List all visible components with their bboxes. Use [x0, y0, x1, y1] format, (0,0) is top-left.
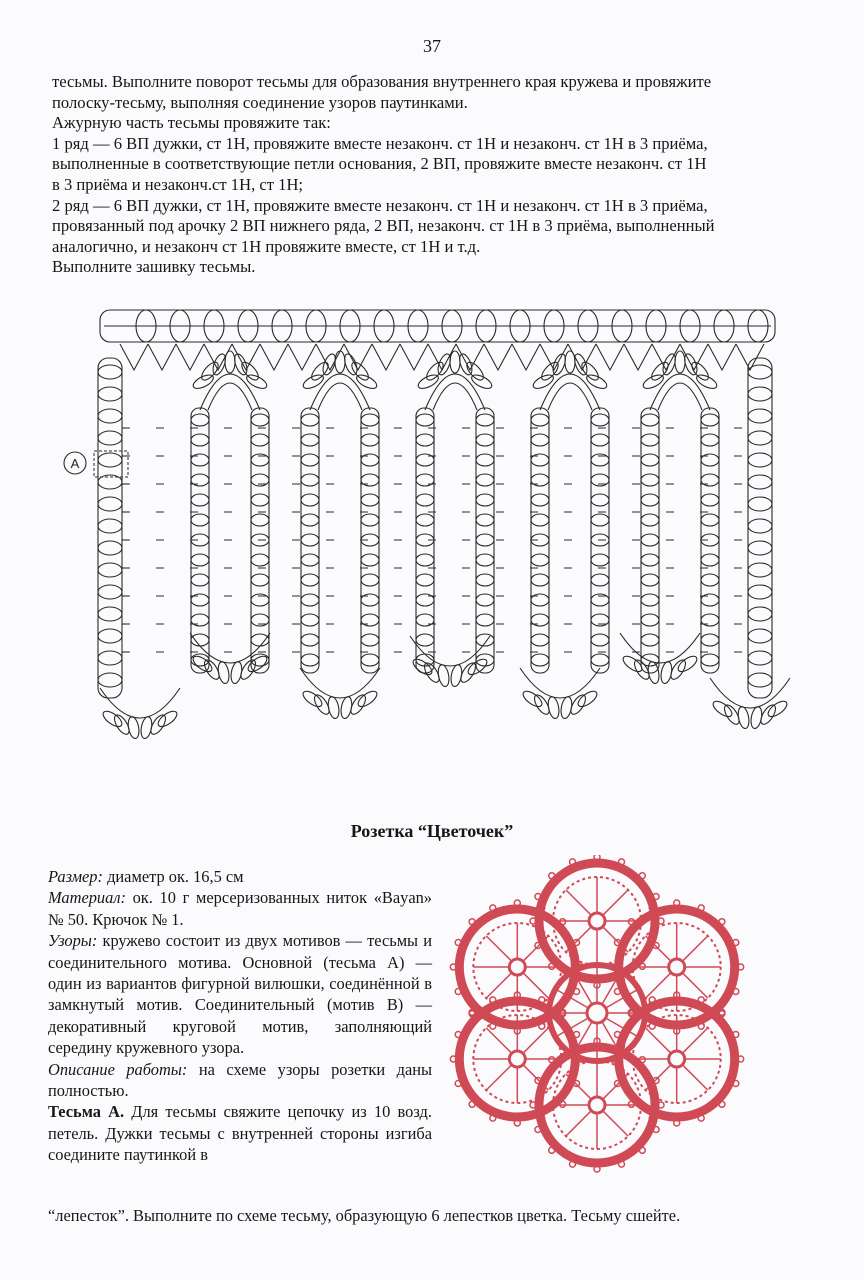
vertical-strip-loop — [701, 494, 719, 506]
arch-loop — [309, 360, 331, 383]
strip-arch — [540, 374, 600, 410]
vertical-strip-loop — [641, 554, 659, 566]
zigzag-connector — [176, 344, 204, 370]
side-strip-loop — [98, 453, 122, 467]
vertical-strip-loop — [531, 514, 549, 526]
petal-center — [589, 913, 605, 929]
arch-loop — [245, 372, 269, 391]
arch-loop — [675, 351, 685, 373]
section-title: Розетка “Цветочек” — [350, 821, 514, 841]
arch-loop — [335, 351, 345, 373]
intro-line: тесьмы. Выполните поворот тесьмы для образования внутреннего края кружева и провяжите — [52, 72, 712, 91]
petal-picot — [549, 1147, 555, 1153]
vertical-strip-loop — [476, 614, 494, 626]
zigzag-connector — [512, 344, 540, 370]
vertical-strip-loop — [641, 494, 659, 506]
material-paragraph — [48, 887, 432, 930]
vertical-strip-loop — [416, 494, 434, 506]
petal-spoke — [646, 973, 671, 998]
arch-loop — [355, 372, 379, 391]
side-strip-loop — [98, 387, 122, 401]
vertical-strip-loop — [476, 414, 494, 426]
vertical-strip-loop — [701, 514, 719, 526]
tape-label: Тесьма А. — [48, 1102, 125, 1122]
strip-arch-inner — [208, 383, 252, 410]
side-strip-loop — [98, 585, 122, 599]
petal-spoke — [682, 1028, 708, 1053]
intro-line: полоску-тесьму, выполняя соединение узоров паутинками. — [52, 92, 468, 112]
side-strip-loop — [98, 563, 122, 577]
bottom-scallop — [520, 668, 600, 698]
side-strip-loop — [98, 651, 122, 665]
vertical-strip-loop — [361, 554, 379, 566]
zigzag-connector — [148, 344, 176, 370]
vertical-strip-loop — [641, 454, 659, 466]
strip-arch — [650, 374, 710, 410]
petal-spoke — [523, 1028, 548, 1053]
strip-arch — [310, 374, 370, 410]
rosette-photo — [425, 855, 785, 1175]
side-strip-loop — [748, 453, 772, 467]
vertical-strip-loop — [701, 414, 719, 426]
zigzag-connector — [400, 344, 428, 370]
arch-loop — [301, 372, 325, 391]
tape-text: Для тесьмы свяжите цепочку из 10 возд. петель. Дужки тесьмы с внутренней стороны изгиба соедините паутинкой в — [48, 1102, 432, 1165]
vertical-strip-loop — [301, 434, 319, 446]
scallop-loop — [127, 716, 141, 739]
vertical-strip-loop — [251, 514, 269, 526]
vertical-strip-loop — [531, 554, 549, 566]
scallop-loop — [737, 706, 751, 729]
intro-line: выполненные в соответствующие петли основания, 2 ВП, провяжите вместе незаконч. ст 1Н — [52, 154, 707, 174]
arch-loop — [585, 372, 609, 391]
vertical-strip-loop — [301, 414, 319, 426]
vertical-strip-loop — [191, 434, 209, 446]
patterns-label: Узоры: — [48, 931, 98, 951]
petal-spoke — [682, 1065, 708, 1090]
vertical-strip — [301, 408, 319, 673]
vertical-strip-loop — [641, 594, 659, 606]
vertical-strip-loop — [301, 594, 319, 606]
bottom-scallop — [100, 688, 180, 718]
vertical-strip-loop — [191, 494, 209, 506]
side-strip-loop — [748, 673, 772, 687]
vertical-strip-loop — [416, 434, 434, 446]
rosette-description — [48, 866, 432, 1166]
vertical-strip-loop — [531, 414, 549, 426]
petal-spoke — [523, 973, 548, 998]
side-strip-loop — [748, 387, 772, 401]
arch-loop — [424, 360, 446, 383]
side-strip-loop — [748, 497, 772, 511]
petal-picot — [469, 919, 475, 925]
arch-loop — [641, 372, 665, 391]
arch-loop — [416, 372, 440, 391]
vertical-strip-loop — [591, 654, 609, 666]
size-label: Размер: — [48, 867, 103, 886]
petal-picot — [469, 1101, 475, 1107]
arch-loop — [450, 351, 460, 373]
intro-line: провязанный под арочку 2 ВП нижнего ряда, 2 ВП, незаконч. ст 1Н в 3 приёма, выполненный — [52, 216, 715, 236]
bottom-scallop — [410, 636, 490, 666]
side-strip-loop — [748, 607, 772, 621]
zigzag-connector — [624, 344, 652, 370]
petal-spoke — [646, 1028, 671, 1053]
petal-center — [509, 959, 525, 975]
strip-arch-inner — [433, 383, 477, 410]
vertical-strip-loop — [641, 514, 659, 526]
vertical-strip-loop — [416, 634, 434, 646]
vertical-strip-loop — [531, 634, 549, 646]
vertical-strip-loop — [701, 434, 719, 446]
arch-loop — [689, 360, 711, 383]
vertical-strip-loop — [476, 474, 494, 486]
arch-loop — [349, 360, 371, 383]
strip-arch — [200, 374, 260, 410]
zigzag-connector — [288, 344, 316, 370]
side-strip-loop — [748, 563, 772, 577]
vertical-strip-loop — [361, 414, 379, 426]
petal-spoke — [603, 890, 628, 915]
side-strip-loop — [98, 431, 122, 445]
petal-spoke — [486, 1028, 512, 1053]
scallop-loop — [217, 661, 231, 684]
material-label: Материал: — [48, 888, 126, 908]
zigzag-connector — [120, 344, 148, 370]
marker-dashed-box — [94, 451, 128, 477]
size-paragraph — [48, 866, 432, 887]
side-strip-loop — [748, 585, 772, 599]
vertical-strip-loop — [476, 554, 494, 566]
strip-arch — [425, 374, 485, 410]
arch-loop — [470, 372, 494, 391]
vertical-strip — [641, 408, 659, 673]
vertical-strip-loop — [361, 514, 379, 526]
arch-loop — [464, 360, 486, 383]
petal-spoke — [566, 1111, 591, 1136]
scallop-loop — [327, 696, 341, 719]
side-strip-loop — [98, 497, 122, 511]
vertical-strip-loop — [641, 634, 659, 646]
zigzag-connector — [344, 344, 372, 370]
side-strip-loop — [748, 629, 772, 643]
vertical-strip-loop — [251, 414, 269, 426]
vertical-strip-loop — [641, 414, 659, 426]
vertical-strip-loop — [591, 434, 609, 446]
size-text: диаметр ок. 16,5 см — [102, 867, 244, 886]
intro-line: Выполните зашивку тесьмы. — [52, 257, 256, 277]
vertical-strip — [476, 408, 494, 673]
intro-line: аналогично, и незаконч ст 1Н провяжите вместе, ст 1Н и т.д. — [52, 236, 481, 256]
vertical-strip-loop — [476, 534, 494, 546]
vertical-strip-loop — [591, 414, 609, 426]
petal-picot — [639, 1147, 645, 1153]
vertical-strip-loop — [301, 494, 319, 506]
side-strip-loop — [98, 365, 122, 379]
vertical-strip-loop — [641, 574, 659, 586]
vertical-strip-loop — [301, 654, 319, 666]
scallop-loop — [437, 664, 451, 687]
intro-line: Ажурную часть тесьмы провяжите так: — [52, 113, 331, 133]
vertical-strip-loop — [701, 654, 719, 666]
vertical-strip-loop — [191, 634, 209, 646]
side-strip-loop — [98, 629, 122, 643]
vertical-strip-loop — [416, 574, 434, 586]
vertical-strip-loop — [476, 434, 494, 446]
vertical-strip-loop — [251, 494, 269, 506]
petal-spoke — [566, 890, 591, 915]
vertical-strip-loop — [251, 434, 269, 446]
vertical-strip-loop — [591, 494, 609, 506]
bottom-scallop — [620, 633, 700, 663]
patterns-text: кружево состоит из двух мотивов — тесьмы и соединительного мотива. Основной (тесьма А) — один из вариантов фигурной вилюшки, соединённой в замкнутый мотив. Соединительный (мотив В) — декоративный круговой мотив, заполняющий середину кружевного узора. — [48, 931, 432, 1058]
petal-spoke — [603, 1111, 628, 1136]
vertical-strip-loop — [251, 554, 269, 566]
zigzag-connector — [596, 344, 624, 370]
intro-line: 1 ряд — 6 ВП дужки, ст 1Н, провяжите вместе незаконч. ст 1Н и незаконч. ст 1Н в 3 приёма, — [52, 133, 708, 153]
work-label: Описание работы: — [48, 1059, 188, 1079]
vertical-strip-loop — [476, 594, 494, 606]
arch-loop — [191, 372, 215, 391]
vertical-strip-loop — [701, 554, 719, 566]
side-strip-loop — [98, 607, 122, 621]
arch-loop — [649, 360, 671, 383]
vertical-strip-loop — [361, 434, 379, 446]
strip-arch-inner — [548, 383, 592, 410]
vertical-strip-loop — [531, 434, 549, 446]
side-strip-loop — [98, 409, 122, 423]
vertical-strip-loop — [301, 534, 319, 546]
zigzag-connector — [316, 344, 344, 370]
strip-arch-inner — [318, 383, 362, 410]
tape-paragraph — [48, 1101, 432, 1165]
vertical-strip-loop — [301, 514, 319, 526]
vertical-strip-loop — [476, 494, 494, 506]
petal-spoke — [682, 973, 708, 998]
center-hub — [587, 1003, 607, 1023]
vertical-strip-loop — [701, 574, 719, 586]
arch-loop — [199, 360, 221, 383]
vertical-strip-loop — [191, 554, 209, 566]
vertical-strip-loop — [476, 634, 494, 646]
vertical-strip-loop — [191, 574, 209, 586]
vertical-strip-loop — [251, 574, 269, 586]
vertical-strip-loop — [531, 654, 549, 666]
vertical-strip-loop — [191, 514, 209, 526]
vertical-strip-loop — [361, 654, 379, 666]
petal-picot — [594, 855, 600, 860]
zigzag-connector — [484, 344, 512, 370]
vertical-strip-loop — [301, 454, 319, 466]
vertical-strip-loop — [591, 574, 609, 586]
zigzag-connector — [708, 344, 736, 370]
vertical-strip-loop — [641, 534, 659, 546]
vertical-strip-loop — [301, 634, 319, 646]
material-text: ок. 10 г мерсеризованных ниток «Bayan» № 50. Крючок № 1. — [48, 888, 432, 929]
vertical-strip-loop — [531, 494, 549, 506]
vertical-strip-loop — [641, 614, 659, 626]
vertical-strip-loop — [591, 554, 609, 566]
arch-loop — [579, 360, 601, 383]
petal-picot — [639, 873, 645, 879]
petal-center — [509, 1051, 525, 1067]
vertical-strip-loop — [641, 434, 659, 446]
bottom-scallop — [190, 633, 270, 663]
vertical-strip-loop — [701, 634, 719, 646]
patterns-paragraph — [48, 930, 432, 1058]
page-number: 37 — [423, 36, 441, 56]
vertical-strip-loop — [416, 514, 434, 526]
work-text: на схеме узоры розетки даны полностью. — [48, 1059, 433, 1101]
side-strip-loop — [748, 651, 772, 665]
marker-label: A — [70, 456, 80, 471]
petal-spoke — [486, 973, 512, 998]
arch-loop — [531, 372, 555, 391]
side-strip-loop — [98, 673, 122, 687]
intro-line: 2 ряд — 6 ВП дужки, ст 1Н, провяжите вместе незаконч. ст 1Н и незаконч. ст 1Н в 3 приёма, — [52, 195, 708, 215]
intro-line: в 3 приёма и незаконч.ст 1Н, ст 1Н; — [52, 174, 304, 194]
petal-center — [669, 959, 685, 975]
strip-arch-inner — [658, 383, 702, 410]
crochet-lace-diagram — [60, 298, 800, 748]
vertical-strip-loop — [476, 574, 494, 586]
vertical-strip-loop — [361, 574, 379, 586]
petal-picot — [719, 1101, 725, 1107]
zigzag-connector — [260, 344, 288, 370]
vertical-strip-loop — [301, 474, 319, 486]
vertical-strip-loop — [476, 514, 494, 526]
side-strip-loop — [98, 541, 122, 555]
side-strip-loop — [748, 475, 772, 489]
vertical-strip-loop — [416, 554, 434, 566]
work-paragraph — [48, 1059, 432, 1102]
petal-spoke — [486, 1065, 512, 1090]
scallop-loop — [547, 696, 561, 719]
petal-center — [589, 1097, 605, 1113]
tape-last-line: “лепесток”. Выполните по схеме тесьму, образующую 6 лепестков цветка. Тесьму сшейте. — [48, 1206, 681, 1225]
vertical-strip-loop — [591, 634, 609, 646]
vertical-strip-loop — [591, 514, 609, 526]
arch-loop — [695, 372, 719, 391]
vertical-strip-loop — [251, 634, 269, 646]
vertical-strip-loop — [531, 574, 549, 586]
intro-text — [52, 72, 814, 278]
vertical-strip-loop — [191, 414, 209, 426]
petal-spoke — [486, 936, 512, 961]
bottom-scallop — [710, 678, 790, 708]
vertical-strip-loop — [416, 414, 434, 426]
petal-spoke — [682, 936, 708, 961]
vertical-strip-loop — [301, 574, 319, 586]
petal-picot — [549, 873, 555, 879]
side-strip-loop — [748, 541, 772, 555]
vertical-strip-loop — [361, 494, 379, 506]
side-strip-loop — [748, 519, 772, 533]
vertical-strip-loop — [301, 614, 319, 626]
vertical-strip-loop — [361, 634, 379, 646]
vertical-strip-loop — [476, 454, 494, 466]
petal-picot — [719, 919, 725, 925]
petal-center — [669, 1051, 685, 1067]
vertical-strip-loop — [641, 474, 659, 486]
side-strip-loop — [98, 519, 122, 533]
zigzag-connector — [736, 344, 764, 370]
side-strip-loop — [748, 431, 772, 445]
side-strip-loop — [748, 409, 772, 423]
vertical-strip-loop — [301, 554, 319, 566]
zigzag-connector — [372, 344, 400, 370]
